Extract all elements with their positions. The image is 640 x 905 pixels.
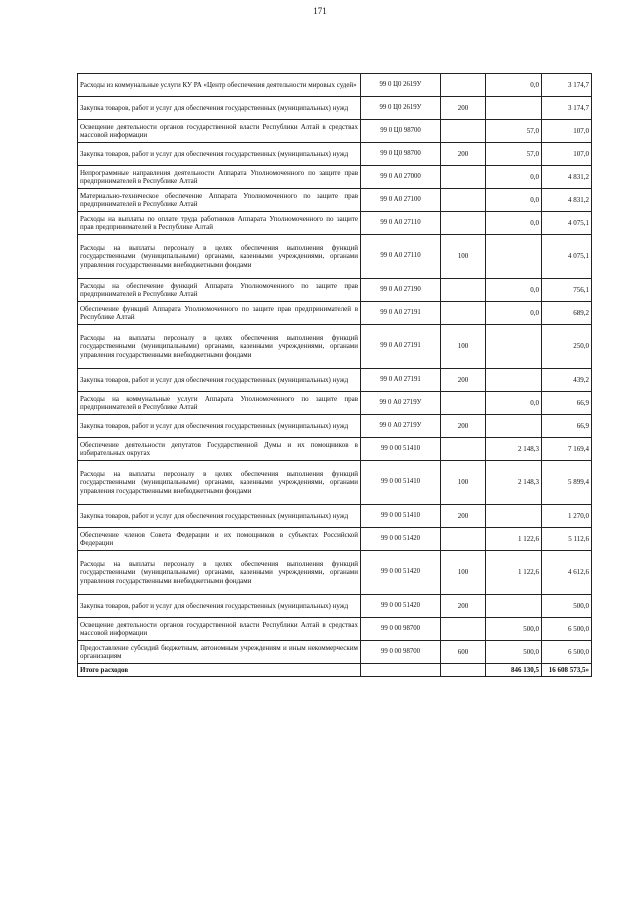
expense-type: 600 xyxy=(441,641,486,664)
table-row xyxy=(78,369,592,392)
expense-type: 200 xyxy=(441,595,486,618)
total-amount: 16 608 573,5» xyxy=(542,664,592,677)
target-code: 99 0 А0 27191 xyxy=(361,302,441,325)
amount-total: 4 075,1 xyxy=(542,212,592,235)
amount-change: 0,0 xyxy=(486,279,542,302)
target-code: 99 0 00 51410 xyxy=(361,438,441,461)
amount-total: 4 075,1 xyxy=(542,235,592,279)
target-code: 99 0 00 51420 xyxy=(361,528,441,551)
expense-type xyxy=(441,120,486,143)
target-code: 99 0 А0 27000 xyxy=(361,166,441,189)
expense-type: 200 xyxy=(441,369,486,392)
table-row xyxy=(78,415,592,438)
table-row xyxy=(78,235,592,279)
table-row xyxy=(78,618,592,641)
expense-name: Расходы из коммунальные услуги КУ РА «Центр обеспечения деятельности мировых судей» xyxy=(78,74,361,97)
expense-name: Расходы на выплаты персоналу в целях обеспечения выполнения функций государственными (муниципальными) органами, казенными учреждениями, органами управления государственными внебюджетными фондами xyxy=(78,551,361,595)
expense-type: 100 xyxy=(441,461,486,505)
amount-change: 0,0 xyxy=(486,74,542,97)
expense-name: Расходы на выплаты по оплате труда работников Аппарата Уполномоченного по защите прав предпринимателей в Республике Алтай xyxy=(78,212,361,235)
target-code: 99 0 Ц0 98700 xyxy=(361,120,441,143)
target-code: 99 0 А0 27191 xyxy=(361,369,441,392)
amount-change xyxy=(486,415,542,438)
table-row xyxy=(78,97,592,120)
table-row xyxy=(78,143,592,166)
expense-name: Закупка товаров, работ и услуг для обеспечения государственных (муниципальных) нужд xyxy=(78,97,361,120)
amount-change xyxy=(486,505,542,528)
amount-change: 500,0 xyxy=(486,641,542,664)
total-row xyxy=(78,664,592,677)
table-row xyxy=(78,212,592,235)
amount-total: 66,9 xyxy=(542,392,592,415)
table-row xyxy=(78,641,592,664)
amount-change xyxy=(486,97,542,120)
expense-name: Обеспечение деятельности депутатов Государственной Думы и их помощников в избирательных округах xyxy=(78,438,361,461)
amount-total: 4 831,2 xyxy=(542,189,592,212)
page-number: 171 xyxy=(313,6,327,16)
amount-total: 6 500,0 xyxy=(542,618,592,641)
amount-total: 1 270,0 xyxy=(542,505,592,528)
target-code: 99 0 А0 2719У xyxy=(361,392,441,415)
expense-type xyxy=(441,438,486,461)
amount-total: 500,0 xyxy=(542,595,592,618)
amount-total: 4 831,2 xyxy=(542,166,592,189)
expense-name: Расходы на коммунальные услуги Аппарата Уполномоченного по защите прав предпринимателей в Республике Алтай xyxy=(78,392,361,415)
expense-name: Закупка товаров, работ и услуг для обеспечения государственных (муниципальных) нужд xyxy=(78,143,361,166)
expense-type: 100 xyxy=(441,551,486,595)
table-row xyxy=(78,551,592,595)
target-code: 99 0 00 51420 xyxy=(361,595,441,618)
target-code: 99 0 А0 27110 xyxy=(361,235,441,279)
total-type xyxy=(441,664,486,677)
amount-total: 4 612,6 xyxy=(542,551,592,595)
amount-change: 2 148,3 xyxy=(486,461,542,505)
expense-type: 100 xyxy=(441,325,486,369)
total-label: Итого расходов xyxy=(78,664,361,677)
table-row xyxy=(78,302,592,325)
amount-change xyxy=(486,595,542,618)
target-code: 99 0 Ц0 2619У xyxy=(361,97,441,120)
table-row xyxy=(78,461,592,505)
table-row xyxy=(78,325,592,369)
amount-change: 500,0 xyxy=(486,618,542,641)
amount-total: 66,9 xyxy=(542,415,592,438)
expense-type xyxy=(441,74,486,97)
expense-type: 200 xyxy=(441,505,486,528)
expense-type xyxy=(441,528,486,551)
total-amount-change: 846 130,5 xyxy=(486,664,542,677)
table-row xyxy=(78,279,592,302)
amount-total: 3 174,7 xyxy=(542,74,592,97)
expense-name: Освещение деятельности органов государственной власти Республики Алтай в средствах массовой информации xyxy=(78,618,361,641)
target-code: 99 0 00 98700 xyxy=(361,618,441,641)
target-code: 99 0 А0 27100 xyxy=(361,189,441,212)
expense-name: Закупка товаров, работ и услуг для обеспечения государственных (муниципальных) нужд xyxy=(78,415,361,438)
expense-type: 200 xyxy=(441,143,486,166)
expense-name: Непрограммные направления деятельности Аппарата Уполномоченного по защите прав предпринимателей в Республике Алтай xyxy=(78,166,361,189)
expense-name: Расходы на выплаты персоналу в целях обеспечения выполнения функций государственными (муниципальными) органами, казенными учреждениями, органами управления государственными внебюджетными фондами xyxy=(78,235,361,279)
amount-total: 439,2 xyxy=(542,369,592,392)
target-code: 99 0 Ц0 2619У xyxy=(361,74,441,97)
table-row xyxy=(78,528,592,551)
target-code: 99 0 00 51410 xyxy=(361,505,441,528)
expense-name: Расходы на обеспечение функций Аппарата Уполномоченного по защите прав предпринимателей в Республике Алтай xyxy=(78,279,361,302)
expense-type xyxy=(441,302,486,325)
amount-change: 0,0 xyxy=(486,302,542,325)
amount-total: 6 500,0 xyxy=(542,641,592,664)
amount-change: 1 122,6 xyxy=(486,551,542,595)
expense-type xyxy=(441,279,486,302)
amount-change: 0,0 xyxy=(486,166,542,189)
amount-total: 7 169,4 xyxy=(542,438,592,461)
amount-change: 2 148,3 xyxy=(486,438,542,461)
amount-change: 1 122,6 xyxy=(486,528,542,551)
amount-total: 107,0 xyxy=(542,143,592,166)
amount-total: 756,1 xyxy=(542,279,592,302)
expense-name: Закупка товаров, работ и услуг для обеспечения государственных (муниципальных) нужд xyxy=(78,369,361,392)
amount-change: 57,0 xyxy=(486,143,542,166)
amount-change: 57,0 xyxy=(486,120,542,143)
table-row xyxy=(78,166,592,189)
expense-name: Материально-техническое обеспечение Аппарата Уполномоченного по защите прав предпринимателей в Республике Алтай xyxy=(78,189,361,212)
target-code: 99 0 00 98700 xyxy=(361,641,441,664)
amount-total: 5 112,6 xyxy=(542,528,592,551)
total-code xyxy=(361,664,441,677)
expense-name: Расходы на выплаты персоналу в целях обеспечения выполнения функций государственными (муниципальными) органами, казенными учреждениями, органами управления государственными внебюджетными фондами xyxy=(78,325,361,369)
table-row xyxy=(78,189,592,212)
table-row xyxy=(78,595,592,618)
table-row xyxy=(78,74,592,97)
expense-type xyxy=(441,212,486,235)
expense-type xyxy=(441,189,486,212)
target-code: 99 0 А0 27190 xyxy=(361,279,441,302)
expense-name: Закупка товаров, работ и услуг для обеспечения государственных (муниципальных) нужд xyxy=(78,595,361,618)
target-code: 99 0 00 51410 xyxy=(361,461,441,505)
amount-change xyxy=(486,325,542,369)
table-row xyxy=(78,120,592,143)
expense-name: Обеспечение членов Совета Федерации и их помощников в субъектах Российской Федерации xyxy=(78,528,361,551)
expense-type: 200 xyxy=(441,97,486,120)
expense-name: Закупка товаров, работ и услуг для обеспечения государственных (муниципальных) нужд xyxy=(78,505,361,528)
table-row xyxy=(78,392,592,415)
table-row xyxy=(78,438,592,461)
amount-total: 5 899,4 xyxy=(542,461,592,505)
expense-type xyxy=(441,392,486,415)
amount-total: 107,0 xyxy=(542,120,592,143)
expense-name: Расходы на выплаты персоналу в целях обеспечения выполнения функций государственными (муниципальными) органами, казенными учреждениями, органами управления государственными внебюджетными фондами xyxy=(78,461,361,505)
target-code: 99 0 А0 27191 xyxy=(361,325,441,369)
amount-change xyxy=(486,369,542,392)
expense-name: Освещение деятельности органов государственной власти Республики Алтай в средствах массовой информации xyxy=(78,120,361,143)
expense-type: 200 xyxy=(441,415,486,438)
amount-change: 0,0 xyxy=(486,392,542,415)
amount-total: 689,2 xyxy=(542,302,592,325)
expense-type xyxy=(441,166,486,189)
expense-type xyxy=(441,618,486,641)
expense-name: Предоставление субсидий бюджетным, автономным учреждениям и иным некоммерческим организациям xyxy=(78,641,361,664)
amount-total: 3 174,7 xyxy=(542,97,592,120)
amount-total: 250,0 xyxy=(542,325,592,369)
budget-table xyxy=(77,73,592,677)
amount-change xyxy=(486,235,542,279)
amount-change: 0,0 xyxy=(486,212,542,235)
expense-name: Обеспечение функций Аппарата Уполномоченного по защите прав предпринимателей в Республике Алтай xyxy=(78,302,361,325)
expense-type: 100 xyxy=(441,235,486,279)
amount-change: 0,0 xyxy=(486,189,542,212)
target-code: 99 0 00 51420 xyxy=(361,551,441,595)
table-row xyxy=(78,505,592,528)
target-code: 99 0 Ц0 98700 xyxy=(361,143,441,166)
target-code: 99 0 А0 2719У xyxy=(361,415,441,438)
target-code: 99 0 А0 27110 xyxy=(361,212,441,235)
